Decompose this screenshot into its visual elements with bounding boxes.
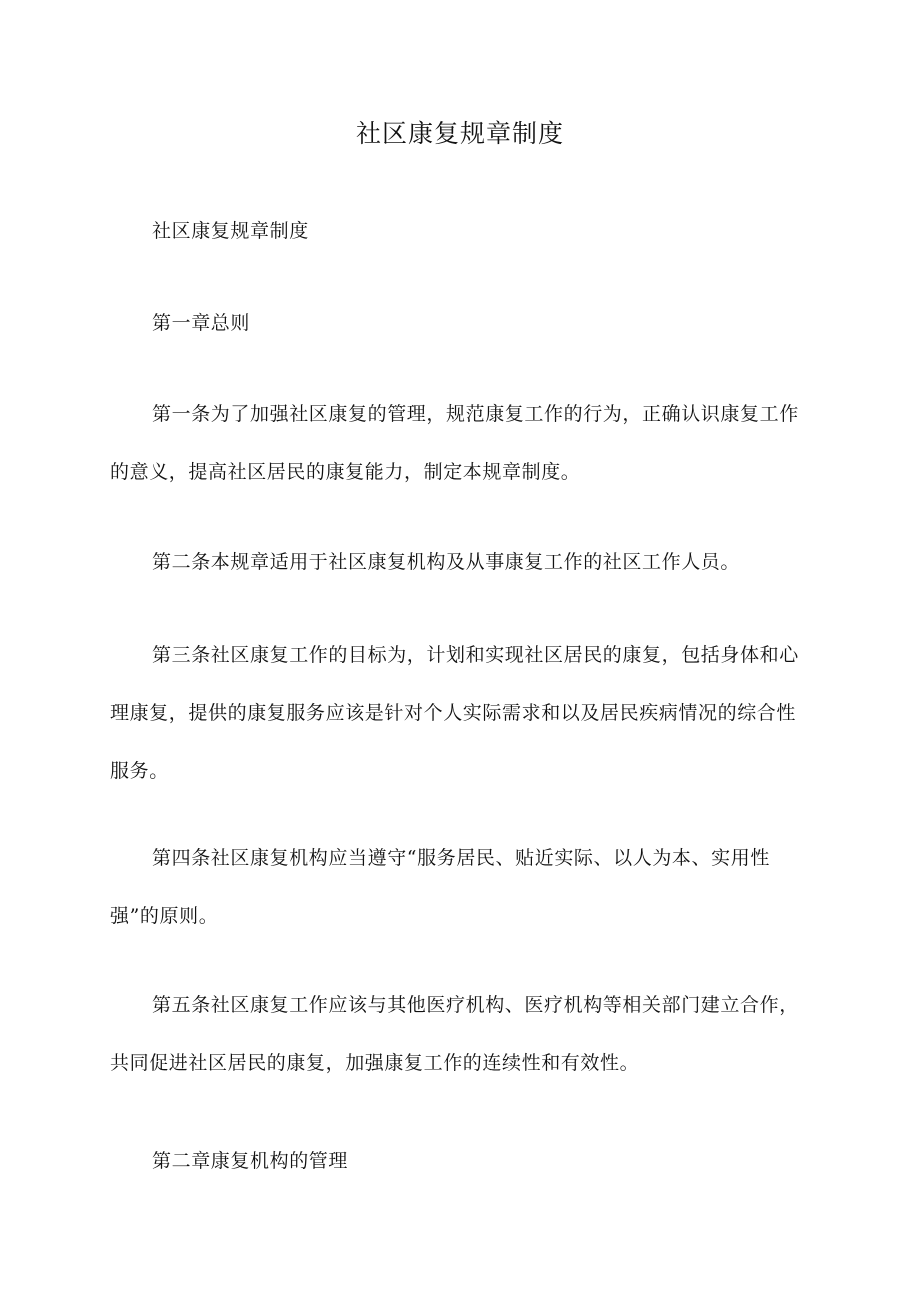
paragraph-line: 第一章总则: [152, 312, 251, 334]
paragraph-line: 理康复，提供的康复服务应该是针对个人实际需求和以及居民疾病情况的综合性: [110, 702, 797, 724]
paragraph-line: 服务。: [110, 760, 169, 782]
paragraph-line: 第二条本规章适用于社区康复机构及从事康复工作的社区工作人员。: [152, 551, 741, 573]
paragraph-line: 第五条社区康复工作应该与其他医疗机构、医疗机构等相关部门建立合作，: [152, 994, 799, 1016]
article-2-paragraph: [110, 533, 820, 591]
chapter-heading: [110, 294, 820, 352]
paragraph-line: 第二章康复机构的管理: [152, 1150, 349, 1172]
subtitle-paragraph: [110, 202, 820, 260]
article-4-paragraph: [110, 829, 820, 945]
paragraph-line: 第一条为了加强社区康复的管理，规范康复工作的行为，正确认识康复工作: [152, 403, 799, 425]
paragraph-line: 社区康复规章制度: [152, 220, 309, 242]
paragraph-line: 第三条社区康复工作的目标为，计划和实现社区居民的康复，包括身体和心: [152, 644, 799, 666]
chapter-heading: [110, 1132, 820, 1190]
article-1-paragraph: [110, 385, 820, 501]
paragraph-line: 强”的原则。: [110, 905, 219, 927]
article-5-paragraph: [110, 976, 820, 1092]
paragraph-line: 第四条社区康复机构应当遵守“服务居民、贴近实际、以人为本、实用性: [152, 847, 770, 869]
paragraph-line: 共同促进社区居民的康复，加强康复工作的连续性和有效性。: [110, 1052, 640, 1074]
paragraph-line: 的意义，提高社区居民的康复能力，制定本规章制度。: [110, 461, 581, 483]
document-title: 社区康复规章制度: [355, 119, 564, 148]
article-3-paragraph: [110, 626, 820, 800]
